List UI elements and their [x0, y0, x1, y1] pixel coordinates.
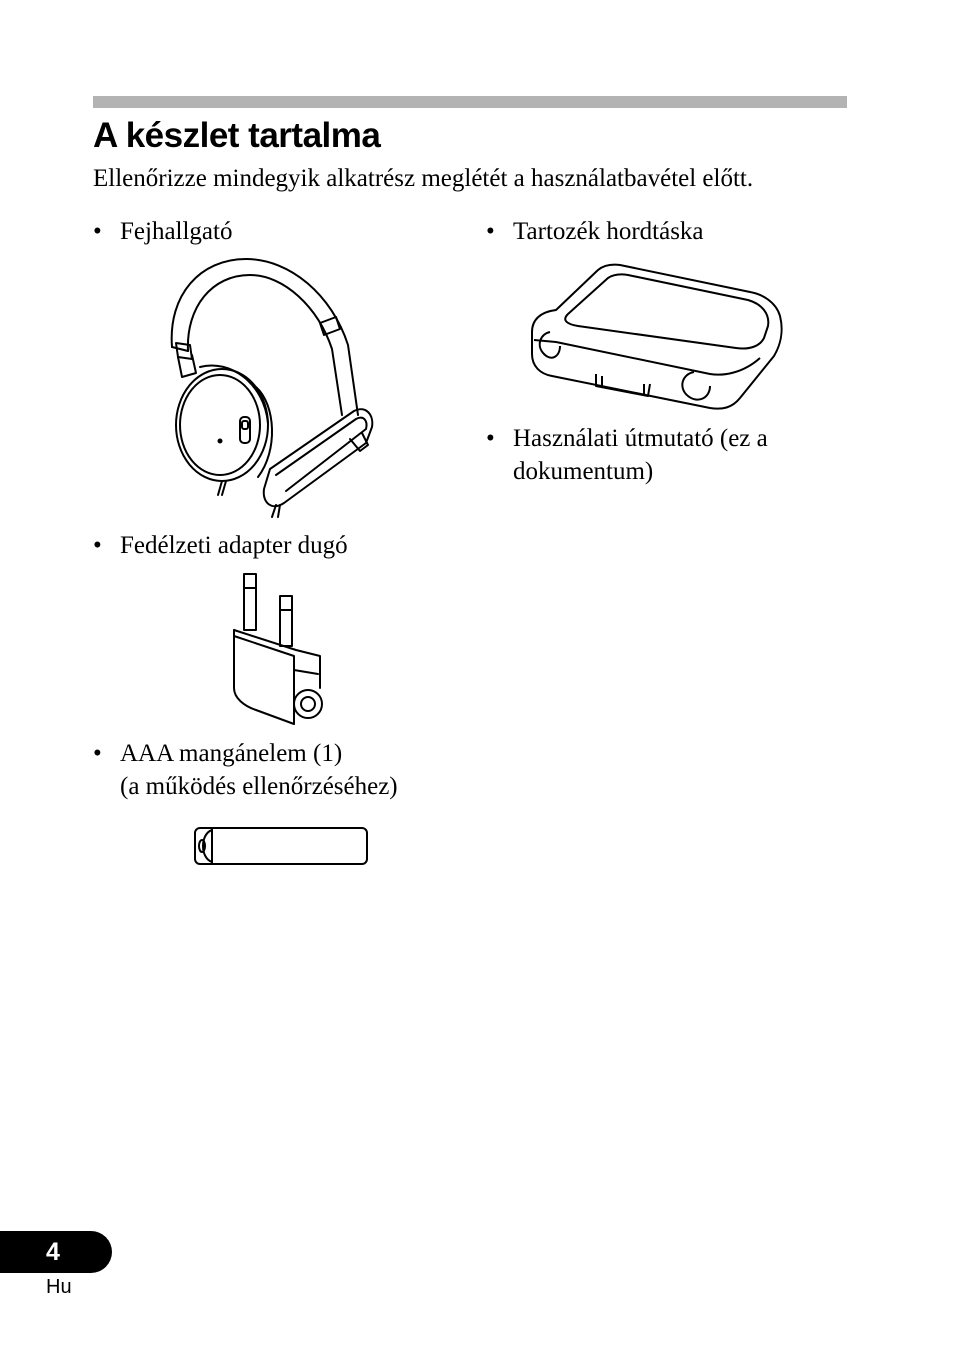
item-label-line-1: AAA mangánelem (1)	[120, 740, 343, 767]
list-item-adapter	[93, 529, 348, 562]
item-label: Tartozék hordtáska	[513, 218, 704, 245]
item-label-line-2: dokumentum)	[513, 458, 654, 485]
list-item-case	[486, 215, 704, 248]
list-item-manual	[486, 422, 768, 488]
bullet: •	[486, 425, 495, 452]
list-item-battery	[93, 737, 398, 803]
page-number: 4	[46, 1238, 60, 1266]
header-rule	[93, 96, 847, 108]
bullet: •	[93, 740, 102, 767]
item-label	[513, 422, 768, 488]
plug-adapter-illustration	[228, 570, 328, 728]
item-label: Fejhallgató	[120, 218, 233, 245]
bullet: •	[486, 218, 495, 245]
carrying-case-illustration	[526, 262, 786, 414]
page-title: A készlet tartalma	[93, 116, 381, 155]
battery-illustration	[192, 824, 372, 868]
headphones-illustration	[160, 255, 385, 525]
item-label-line-2: (a működés ellenőrzéséhez)	[120, 773, 398, 800]
bullet: •	[93, 532, 102, 559]
intro-text: Ellenőrizze mindegyik alkatrész meglétét a használatbavétel előtt.	[93, 165, 754, 192]
bullet: •	[93, 218, 102, 245]
item-label	[120, 737, 398, 803]
language-code: Hu	[46, 1276, 72, 1298]
item-label: Fedélzeti adapter dugó	[120, 532, 348, 559]
item-label-line-1: Használati útmutató (ez a	[513, 425, 768, 452]
list-item-headphones	[93, 215, 232, 248]
